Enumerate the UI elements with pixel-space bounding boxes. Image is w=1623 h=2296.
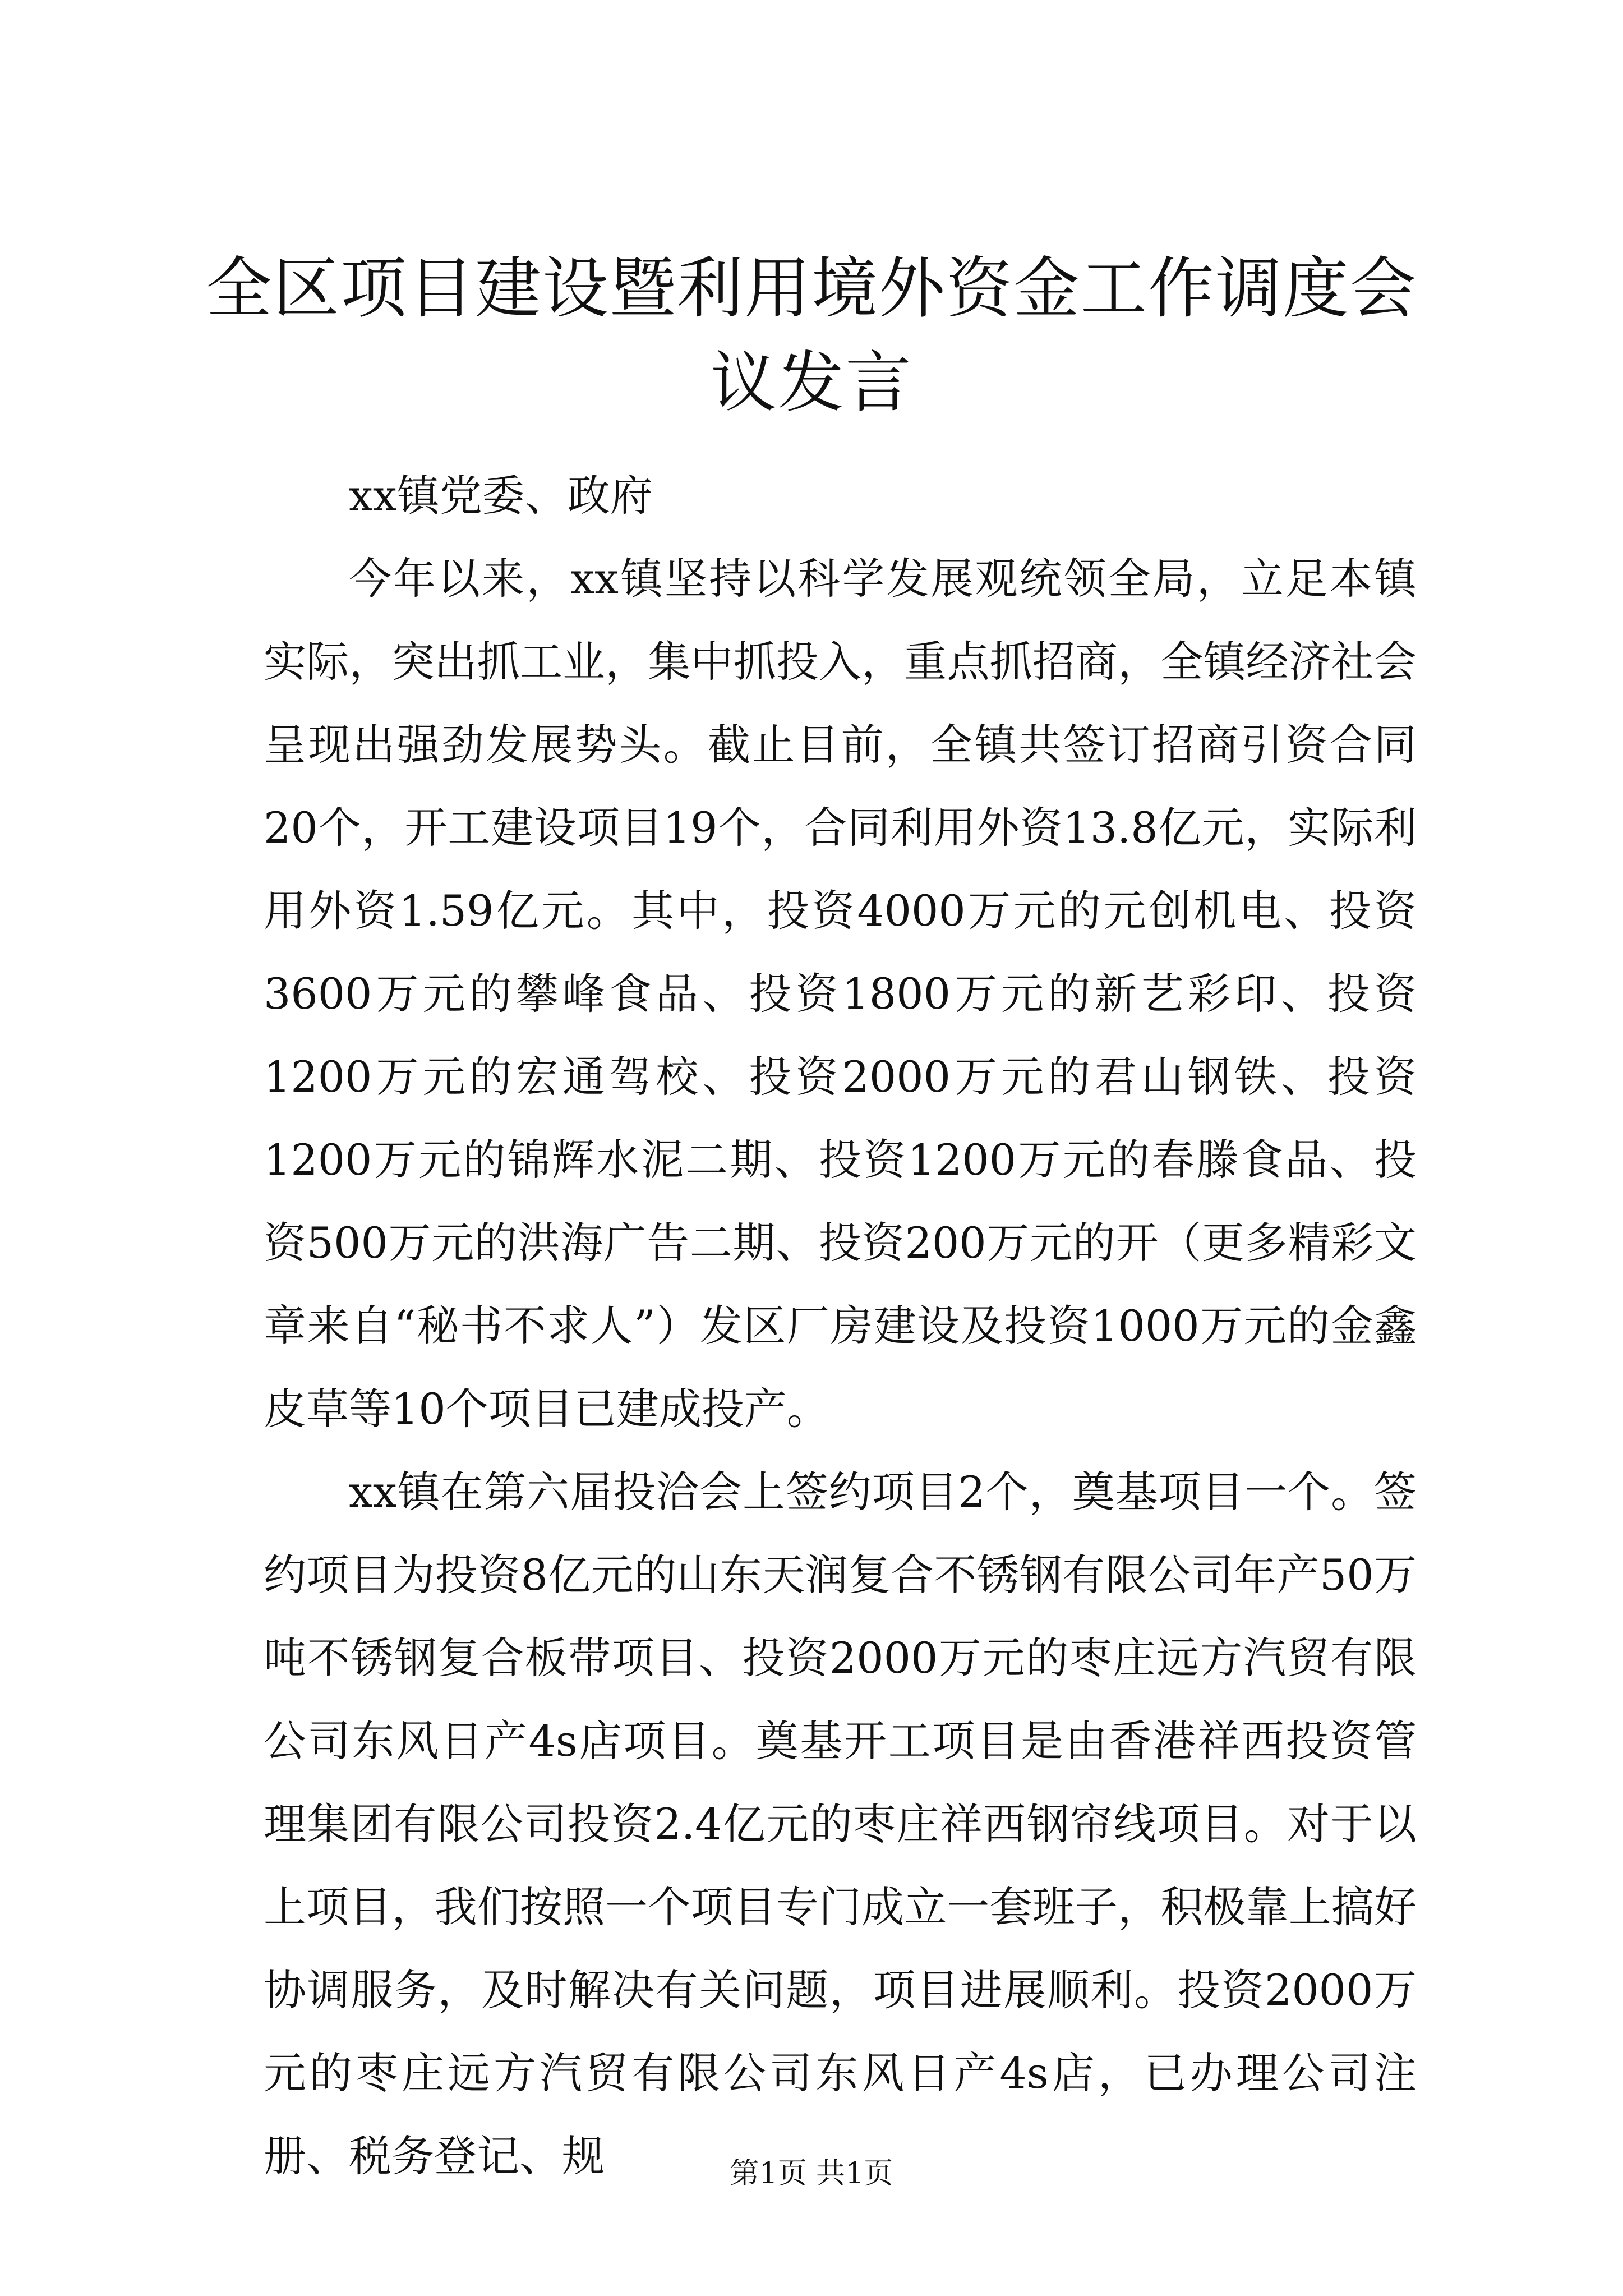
paragraph-1: 今年以来，xx镇坚持以科学发展观统领全局，立足本镇实际，突出抓工业，集中抓投入，重点抓招商，全镇经济社会呈现出强劲发展势头。截止目前，全镇共签订招商引资合同20个，开工建设项目19个，合同利用外资13.8亿元，实际利用外资1.59亿元。其中，投资4000万元的元创机电、投资3600万元的攀峰食品、投资1800万元的新艺彩印、投资1200万元的宏通驾校、投资2000万元的君山钢铁、投资1200万元的锦辉水泥二期、投资1200万元的春滕食品、投资500万元的洪海广告二期、投资200万元的开（更多精彩文章来自“秘书不求人”）发区厂房建设及投资1000万元的金鑫皮草等10个项目已建成投产。 <box>264 554 1417 1434</box>
author-line: xx镇党委、政府 <box>349 471 653 521</box>
paragraph-2: xx镇在第六届投洽会上签约项目2个，奠基项目一个。签约项目为投资8亿元的山东天润复合不锈钢有限公司年产50万吨不锈钢复合板带项目、投资2000万元的枣庄远方汽贸有限公司东风日产4s店项目。奠基开工项目是由香港祥西投资管理集团有限公司投资2.4亿元的枣庄祥西钢帘线项目。对于以上项目，我们按照一个项目专门成立一套班子，积极靠上搞好协调服务，及时解决有关问题，项目进展顺利。投资2000万元的枣庄远方汽贸有限公司东风日产4s店，已办理公司注册、税务登记、规 <box>264 1467 1417 2181</box>
document-title: 全区项目建设暨利用境外资金工作调度会议发言 <box>205 250 1417 421</box>
page-footer: 第1页 共1页 <box>730 2157 893 2191</box>
document-body <box>264 454 1417 2198</box>
